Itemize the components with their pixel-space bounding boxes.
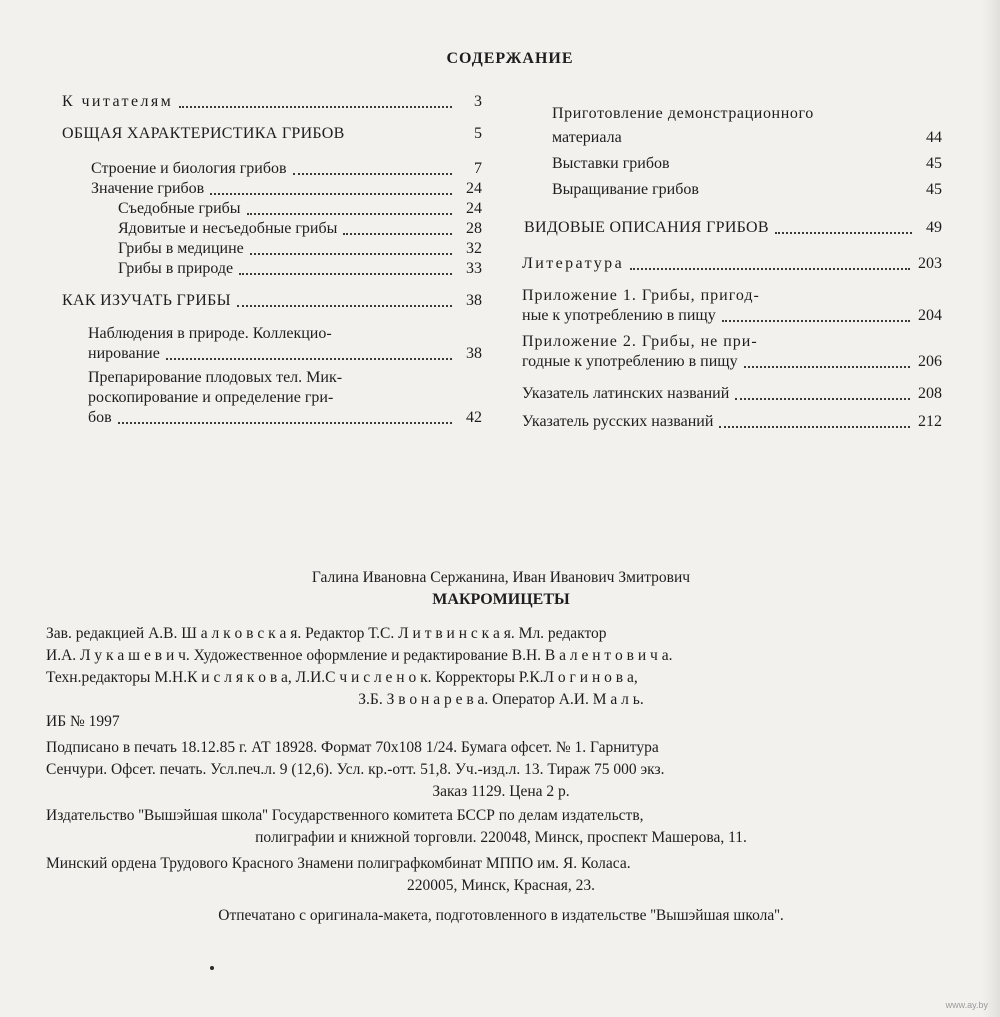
toc-leader	[630, 268, 910, 270]
print-details-line: Сенчури. Офсет. печать. Усл.печ.л. 9 (12,6). Усл. кр.-отт. 51,8. Уч.-изд.л. 13. Тираж 75 000 экз.	[46, 761, 665, 778]
toc-entry-significance	[91, 179, 482, 199]
toc-leader	[719, 426, 910, 428]
toc-entry-text: ные к употреблению в пищу	[522, 307, 716, 324]
publisher-line: полиграфии и книжной торговли. 220048, Минск, проспект Машерова, 11.	[255, 829, 747, 846]
toc-leader	[250, 253, 452, 255]
book-title: МАКРОМИЦЕТЫ	[432, 591, 570, 608]
toc-page-number: 203	[918, 255, 942, 272]
toc-page-number: 45	[926, 181, 942, 198]
toc-page-number: 24	[466, 200, 482, 217]
toc-entry-literature	[522, 254, 942, 274]
toc-entry-text: материала	[552, 129, 622, 146]
toc-page-number: 42	[466, 409, 482, 426]
staff-line: Техн.редакторы М.Н.К и с л я к о в а, Л.И.С ч и с л е н о к. Корректоры Р.К.Л о г и н о в а,	[46, 669, 638, 686]
toc-page-number: 208	[918, 385, 942, 402]
toc-leader	[722, 320, 910, 322]
toc-entry-edible	[118, 199, 482, 219]
toc-leader	[293, 173, 452, 175]
toc-page-number: 212	[918, 413, 942, 430]
toc-page-number: 204	[918, 307, 942, 324]
publisher-line: Издательство ''Вышэйшая школа'' Государственного комитета БССР по делам издательств,	[46, 807, 644, 824]
toc-entry-structure	[91, 159, 482, 179]
toc-leader	[166, 358, 452, 360]
toc-leader	[343, 233, 452, 235]
toc-leader	[179, 106, 452, 108]
toc-entry-line: Приложение 1. Грибы, пригод-	[522, 287, 760, 304]
toc-entry-appendix-2	[522, 332, 942, 372]
staff-line: И.А. Л у к а ш е в и ч. Художественное оформление и редактирование В.Н. В а л е н т о в и ч а.	[46, 647, 673, 664]
toc-entry-text: бов	[88, 409, 112, 426]
printing-note: Отпечатано с оригинала-макета, подготовленного в издательстве ''Вышэйшая школа''.	[218, 907, 784, 924]
toc-page-number: 45	[926, 155, 942, 172]
toc-entry-text: Указатель латинских названий	[522, 385, 730, 402]
toc-page-number: 49	[926, 219, 942, 236]
toc-entry-text: Ядовитые и несъедобные грибы	[118, 220, 338, 237]
toc-page-number: 5	[474, 125, 482, 142]
toc-entry-demo-material	[552, 104, 942, 148]
toc-leader	[237, 305, 452, 307]
toc-page-number: 28	[466, 220, 482, 237]
toc-page-number: 33	[466, 260, 482, 277]
toc-page-number: 3	[474, 93, 482, 110]
toc-entry-general	[62, 124, 482, 144]
toc-entry-text: годные к употреблению в пищу	[522, 353, 738, 370]
toc-entry-line: Препарирование плодовых тел. Мик-	[88, 369, 343, 386]
toc-page-number: 7	[474, 160, 482, 177]
toc-page-number: 44	[926, 129, 942, 146]
toc-title: СОДЕРЖАНИЕ	[446, 50, 574, 67]
ib-number: ИБ № 1997	[46, 713, 120, 730]
toc-entry-text: Литература	[522, 255, 625, 272]
toc-entry-nature	[118, 259, 482, 279]
toc-entry-text: Съедобные грибы	[118, 200, 241, 217]
toc-entry-line: Приготовление демонстрационного	[552, 105, 814, 122]
toc-leader	[210, 193, 452, 195]
toc-entry-text: нирование	[88, 345, 160, 362]
toc-entry-line: Наблюдения в природе. Коллекцио-	[88, 325, 332, 342]
toc-page-number: 38	[466, 345, 482, 362]
toc-entry-text: Грибы в природе	[118, 260, 234, 277]
toc-entry-text: Выставки грибов	[552, 155, 670, 172]
toc-entry-cultivation	[552, 180, 942, 200]
printer-line: 220005, Минск, Красная, 23.	[406, 877, 596, 894]
toc-entry-poisonous	[118, 219, 482, 239]
toc-left-column	[62, 92, 482, 428]
print-speck	[210, 966, 214, 970]
toc-entry-text: Значение грибов	[91, 180, 205, 197]
toc-entry-text: Указатель русских названий	[522, 413, 714, 430]
toc-entry-text: Строение и биология грибов	[91, 160, 287, 177]
toc-page-number: 32	[466, 240, 482, 257]
toc-entry-latin-index	[522, 384, 942, 404]
toc-entry-text: Грибы в медицине	[118, 240, 244, 257]
toc-page-number: 24	[466, 180, 482, 197]
toc-right-column	[520, 92, 942, 432]
toc-entry-how-to-study	[62, 291, 482, 311]
toc-entry-species	[524, 218, 942, 238]
toc-page-number: 38	[466, 292, 482, 309]
toc-entry-preparation	[88, 368, 482, 428]
watermark: www.ay.by	[945, 1000, 988, 1010]
printer-line: Минский ордена Трудового Красного Знамени полиграфкомбинат МППО им. Я. Коласа.	[46, 855, 631, 872]
toc-entry-line: роскопирование и определение гри-	[88, 389, 334, 406]
toc-entry-text: Выращивание грибов	[552, 181, 699, 198]
toc-leader	[744, 366, 910, 368]
toc-entry-observations	[88, 324, 482, 364]
book-authors: Галина Ивановна Сержанина, Иван Иванович Змитрович	[311, 569, 691, 586]
toc-entry-exhibitions	[552, 154, 942, 174]
toc-leader	[118, 422, 452, 424]
toc-page-number: 206	[918, 353, 942, 370]
toc-leader	[247, 213, 452, 215]
toc-leader	[775, 232, 912, 234]
print-details-line: Заказ 1129. Цена 2 р.	[432, 783, 570, 800]
toc-leader	[735, 398, 910, 400]
print-details-line: Подписано в печать 18.12.85 г. АТ 18928. Формат 70х108 1/24. Бумага офсет. № 1. Гарнитура	[46, 739, 659, 756]
toc-leader	[239, 273, 452, 275]
toc-section-heading: ВИДОВЫЕ ОПИСАНИЯ ГРИБОВ	[524, 219, 769, 236]
toc-entry-line: Приложение 2. Грибы, не при-	[522, 333, 758, 350]
toc-entry-medicine	[118, 239, 482, 259]
toc-section-heading: КАК ИЗУЧАТЬ ГРИБЫ	[62, 292, 231, 309]
toc-entry-text: К читателям	[62, 93, 174, 110]
toc-entry-russian-index	[522, 412, 942, 432]
staff-line: Зав. редакцией А.В. Ш а л к о в с к а я. Редактор Т.С. Л и т в и н с к а я. Мл. редактор	[46, 625, 607, 642]
toc-entry-readers	[62, 92, 482, 112]
staff-line: З.Б. З в о н а р е в а. Оператор А.И. М а л ь.	[358, 691, 644, 708]
page-edge	[982, 0, 1000, 1017]
toc-entry-appendix-1	[522, 286, 942, 326]
toc-section-heading: ОБЩАЯ ХАРАКТЕРИСТИКА ГРИБОВ	[62, 125, 345, 142]
